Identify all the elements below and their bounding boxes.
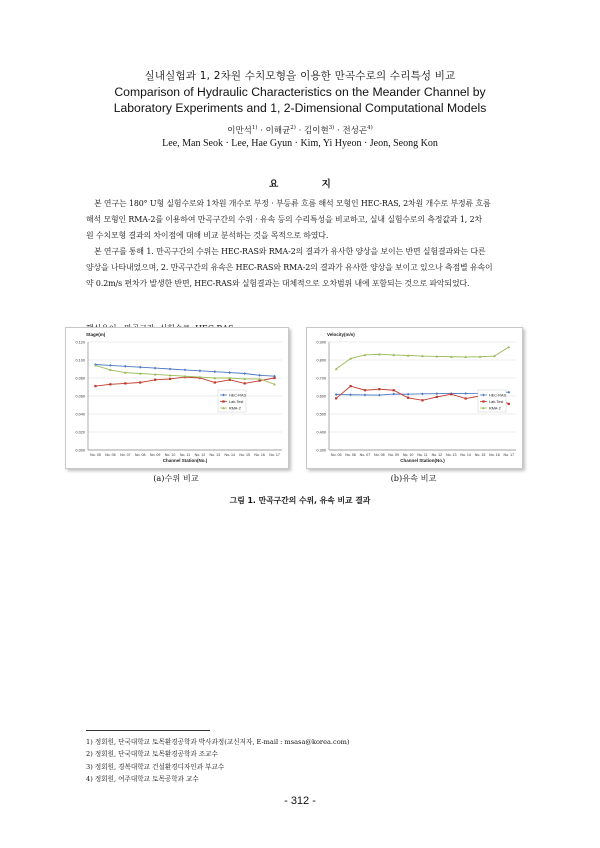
data-point [392, 393, 395, 396]
abstract-paragraph-2 [86, 244, 516, 292]
y-tick-label: 0.400 [316, 430, 326, 435]
data-point [465, 397, 467, 399]
x-tick-label: No. 05 [90, 453, 101, 457]
data-point [364, 389, 366, 391]
x-tick-label: No. 11 [417, 453, 428, 457]
author-sep-2: · [295, 126, 305, 136]
author-sep-3: · [334, 126, 343, 136]
y-tick-label: 0.900 [316, 340, 326, 345]
legend-entry: HEC-RAS [489, 393, 507, 398]
data-point [154, 379, 156, 381]
data-point [109, 364, 112, 367]
x-tick-label: No. 06 [105, 453, 116, 457]
footnote-1: 1) 정회원, 단국대학교 토목환경공학과 박사과정(교신저자, E-mail : msasa@korea.com) [86, 738, 350, 746]
page-number: - 312 - [284, 795, 316, 807]
author-3-mark: 3) [328, 125, 335, 132]
abstract-p1-line-3: 원 수치모형 결과의 차이점에 대해 비교 분석하는 것을 목적으로 하였다. [86, 231, 329, 240]
data-point [273, 377, 275, 379]
data-point [94, 385, 96, 387]
x-tick-label: No. 08 [374, 453, 385, 457]
x-tick-label: No. 14 [460, 453, 471, 457]
x-tick-label: No. 05 [330, 453, 342, 457]
data-point [378, 388, 380, 390]
x-tick-label: No. 06 [345, 453, 356, 457]
y-tick-label: 0.020 [75, 430, 85, 435]
x-tick-label: No. 17 [503, 453, 515, 457]
data-point [139, 381, 141, 383]
data-point [450, 393, 452, 395]
y-tick-label: 0.060 [75, 394, 85, 399]
data-point [435, 392, 438, 395]
x-tick-label: No. 12 [431, 453, 443, 457]
y-tick-label: 0.100 [75, 358, 85, 363]
x-tick-label: No. 16 [489, 453, 500, 457]
data-point [436, 396, 438, 398]
x-tick-label: No. 12 [194, 453, 206, 457]
author-2-mark: 2) [290, 125, 296, 132]
x-axis-label: Channel Station(No.) [162, 458, 208, 463]
authors-korean [0, 124, 600, 136]
velocity-chart-panel [306, 327, 523, 469]
legend-entry: Lab.Test [489, 399, 504, 404]
figure-caption: 그림 1. 만곡구간의 수위, 유속 비교 결과 [229, 496, 371, 505]
x-tick-label: No. 10 [164, 453, 176, 457]
data-point [393, 389, 395, 391]
footnote-divider [86, 730, 210, 731]
series-line-rma-2 [336, 347, 509, 369]
x-tick-label: No. 17 [269, 453, 280, 457]
footnote-4: 4) 정회원, 여주대학교 토목공학과 교수 [86, 774, 199, 783]
legend-entry: Lab.Test [229, 399, 244, 404]
data-point [213, 370, 216, 373]
data-point [244, 382, 246, 384]
data-point [421, 392, 424, 395]
stage-chart-panel [65, 327, 289, 469]
x-tick-label: No. 15 [474, 453, 486, 457]
author-sep-1: · [257, 126, 266, 136]
footnote-3: 3) 정회원, 경복대학교 건설환경디자인과 부교수 [86, 762, 225, 771]
author-4-mark: 4) [367, 125, 373, 132]
data-point [508, 403, 510, 405]
data-point [258, 374, 261, 377]
title-english-line-2: Laboratory Experiments and 1, 2-Dimensional Computational Models [113, 101, 487, 115]
x-tick-label: No. 07 [359, 453, 371, 457]
data-point [169, 368, 172, 371]
y-axis-label: Velocity(m/s) [327, 332, 355, 337]
y-tick-label: 0.600 [316, 394, 326, 399]
footnote-2: 2) 정회원, 단국대학교 토목환경공학과 조교수 [86, 750, 218, 759]
y-tick-label: 0.080 [75, 376, 85, 381]
author-4-name: 전성곤 [342, 126, 368, 136]
y-tick-label: 0.040 [75, 412, 85, 417]
x-tick-label: No. 07 [120, 453, 131, 457]
data-point [407, 397, 409, 399]
subfigure-b-caption: (b)유속 비교 [390, 473, 437, 483]
data-point [184, 369, 187, 372]
abstract-paragraph-1 [86, 196, 516, 244]
data-point [199, 369, 202, 372]
legend-entry: RMA-2 [229, 406, 241, 411]
data-point [169, 378, 171, 380]
author-2-name: 이해균 [265, 126, 291, 136]
y-tick-label: 0.800 [316, 358, 326, 363]
data-point [243, 372, 246, 375]
y-tick-label: 0.500 [316, 412, 326, 417]
abstract-heading: 요 지 [269, 179, 351, 190]
data-point [124, 382, 126, 384]
data-point [109, 383, 111, 385]
subfigure-a-caption: (a)수위 비교 [153, 473, 199, 483]
x-tick-label: No. 09 [149, 453, 161, 457]
x-axis-label: Channel Station(No.) [400, 458, 445, 463]
footnotes [86, 736, 350, 785]
author-3-name: 김이현 [304, 126, 329, 136]
data-point [507, 346, 510, 349]
stage-chart [66, 328, 288, 468]
data-point [228, 371, 231, 374]
x-tick-label: No. 11 [179, 453, 191, 457]
author-1-name: 이만석 [227, 126, 252, 136]
y-tick-label: 0.300 [316, 448, 326, 453]
y-tick-label: 0.700 [316, 376, 326, 381]
x-tick-label: No. 13 [209, 453, 221, 457]
data-point [421, 399, 423, 401]
data-point [349, 385, 351, 387]
title-korean: 실내실험과 1, 2차원 수치모형을 이용한 만곡수로의 수리특성 비교 [144, 70, 456, 82]
x-tick-label: No. 16 [254, 453, 265, 457]
x-tick-label: No. 08 [134, 453, 146, 457]
authors-english: Lee, Man Seok · Lee, Hae Gyun · Kim, Yi Hyeon · Jeon, Seong Kon [162, 138, 438, 149]
velocity-chart [307, 328, 522, 468]
abstract-p2-line-2: 양상을 나타내었으며, 2. 만곡구간의 유속은 HEC-RAS와 RMA-2의 결과가 유사한 양상을 보이고 있으나 측점별 유속이 [86, 263, 493, 272]
legend-entry: RMA-2 [489, 406, 501, 411]
data-point [154, 367, 157, 370]
x-tick-label: No. 10 [402, 453, 414, 457]
legend-marker [482, 400, 484, 402]
author-1-mark: 1) [251, 125, 258, 132]
data-point [464, 392, 467, 395]
abstract-p1-line-2: 해석 모형인 RMA-2를 이용하여 만곡구간의 수위 · 유속 등의 수리특성을 비교하고, 실내 실험수로의 측정값과 1, 2차 [86, 215, 483, 224]
x-tick-label: No. 09 [388, 453, 400, 457]
x-tick-label: No. 13 [445, 453, 457, 457]
abstract-p2-line-1: 본 연구를 통해 1. 만곡구간의 수위는 HEC-RAS와 RMA-2의 결과가 유사한 양상을 보이는 반면 실험결과와는 다른 [94, 247, 486, 256]
y-axis-label: Stage(m) [86, 332, 106, 337]
data-point [407, 393, 410, 396]
data-point [214, 381, 216, 383]
y-tick-label: 0.000 [75, 448, 85, 453]
legend-marker [222, 400, 224, 402]
abstract-p2-line-3: 약 0.2m/s 편차가 발생한 반면, HEC-RAS와 실험결과는 대체적으로 오차범위 내에 포함되는 것으로 파악되었다. [86, 279, 470, 288]
abstract-p1-line-1: 본 연구는 180° U형 실험수로와 1차원 개수로 부정 · 부등류 흐름 해석 모형인 HEC-RAS, 2차원 개수로 부정류 흐름 [94, 199, 491, 208]
data-point [139, 366, 142, 369]
data-point [124, 365, 127, 368]
data-point [335, 393, 338, 396]
legend-entry: HEC-RAS [229, 393, 247, 398]
title-english-line-1: Comparison of Hydraulic Characteristics on the Meander Channel by [114, 85, 486, 99]
x-tick-label: No. 15 [239, 453, 250, 457]
y-tick-label: 0.120 [75, 340, 85, 345]
data-point [507, 391, 510, 394]
x-tick-label: No. 14 [224, 453, 236, 457]
data-point [335, 397, 337, 399]
